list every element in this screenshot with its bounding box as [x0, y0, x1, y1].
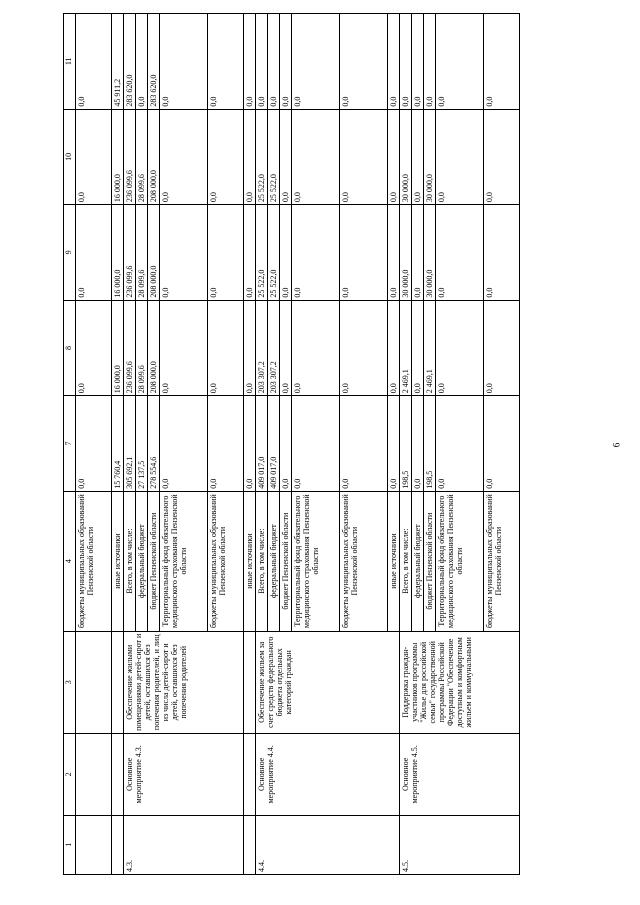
amount-cell: 409 017,0	[256, 396, 268, 492]
amount-cell: 30 000,0	[400, 109, 412, 205]
amount-cell: 0,0	[208, 205, 244, 301]
amount-cell: 27 137,5	[136, 396, 148, 492]
funding-source: Всего, в том числе:	[124, 491, 136, 631]
amount-cell: 25 522,0	[268, 109, 280, 205]
funding-source: Территориальный фонд обязательного медицинского страхования Пензенской области	[160, 491, 208, 631]
amount-cell: 28 099,6	[136, 205, 148, 301]
amount-cell: 0,0	[268, 14, 280, 110]
funding-source: Всего, в том числе:	[256, 491, 268, 631]
amount-cell: 0,0	[292, 14, 340, 110]
amount-cell: 0,0	[160, 205, 208, 301]
amount-cell: 208 000,0	[148, 300, 160, 396]
event-name: Основное мероприятие 4.5.	[400, 734, 520, 816]
table-row	[124, 14, 136, 875]
amount-cell: 0,0	[412, 14, 424, 110]
amount-cell: 0,0	[160, 109, 208, 205]
amount-cell: 0,0	[280, 14, 292, 110]
col-header: 10	[64, 109, 76, 205]
amount-cell: 0,0	[208, 300, 244, 396]
page-number: 6	[611, 442, 622, 448]
amount-cell: 0,0	[484, 396, 520, 492]
amount-cell: 0,0	[256, 14, 268, 110]
amount-cell: 0,0	[280, 109, 292, 205]
amount-cell: 0,0	[436, 109, 484, 205]
amount-cell: 0,0	[412, 205, 424, 301]
amount-cell: 0,0	[160, 396, 208, 492]
funding-source: Всего, в том числе:	[400, 491, 412, 631]
event-name: Основное мероприятие 4.4.	[256, 734, 400, 816]
amount-cell: 0,0	[412, 396, 424, 492]
rotated-table-container	[63, 13, 623, 875]
col-header: 2	[64, 734, 76, 816]
row-number	[244, 815, 256, 874]
row-number	[76, 815, 112, 874]
amount-cell: 0,0	[436, 14, 484, 110]
funding-source: бюджет Пензенской области	[148, 491, 160, 631]
amount-cell: 2 469,1	[400, 300, 412, 396]
col-header: 7	[64, 396, 76, 492]
amount-cell: 198,5	[400, 396, 412, 492]
amount-cell: 16 000,0	[112, 109, 124, 205]
col-header: 4	[64, 491, 76, 631]
amount-cell: 0,0	[340, 109, 388, 205]
col-header: 8	[64, 300, 76, 396]
amount-cell: 25 522,0	[256, 109, 268, 205]
amount-cell: 0,0	[388, 109, 400, 205]
amount-cell: 25 522,0	[256, 205, 268, 301]
amount-cell: 0,0	[388, 300, 400, 396]
funding-source: бюджеты муниципальных образований Пензенской области	[76, 491, 112, 631]
amount-cell: 30 000,0	[424, 109, 436, 205]
amount-cell: 0,0	[76, 300, 112, 396]
funding-source: Территориальный фонд обязательного медицинского страхования Пензенской области	[292, 491, 340, 631]
funding-source: бюджет Пензенской области	[424, 491, 436, 631]
event-description	[76, 631, 112, 734]
amount-cell: 0,0	[208, 14, 244, 110]
funding-source: федеральный бюджет	[412, 491, 424, 631]
col-header: 9	[64, 205, 76, 301]
amount-cell: 203 307,2	[256, 300, 268, 396]
table-row	[256, 14, 268, 875]
amount-cell: 2 469,1	[424, 300, 436, 396]
event-description: Поддержка граждан-участников программы "Жилье для российской семьи" государственной программы Российской Федерации "Обеспечение доступным и комфортным жильем и коммунальными	[400, 631, 520, 734]
amount-cell: 0,0	[436, 205, 484, 301]
amount-cell: 0,0	[424, 14, 436, 110]
amount-cell: 0,0	[244, 109, 256, 205]
event-name	[76, 734, 112, 816]
amount-cell: 0,0	[76, 14, 112, 110]
event-description	[244, 631, 256, 734]
funding-source: федеральный бюджет	[136, 491, 148, 631]
amount-cell: 0,0	[412, 300, 424, 396]
event-description	[112, 631, 124, 734]
budget-table	[63, 13, 520, 875]
amount-cell: 0,0	[484, 109, 520, 205]
amount-cell: 28 099,6	[136, 300, 148, 396]
amount-cell: 0,0	[244, 396, 256, 492]
amount-cell: 0,0	[400, 14, 412, 110]
amount-cell: 30 000,0	[400, 205, 412, 301]
amount-cell: 0,0	[484, 300, 520, 396]
amount-cell: 15 760,4	[112, 396, 124, 492]
amount-cell: 0,0	[340, 14, 388, 110]
amount-cell: 0,0	[388, 14, 400, 110]
row-number	[112, 815, 124, 874]
amount-cell: 0,0	[76, 205, 112, 301]
amount-cell: 0,0	[244, 14, 256, 110]
table-row	[76, 14, 112, 875]
amount-cell: 16 000,0	[112, 300, 124, 396]
amount-cell: 0,0	[388, 396, 400, 492]
table-row	[244, 14, 256, 875]
funding-source: бюджеты муниципальных образований Пензенской области	[208, 491, 244, 631]
table-row	[400, 14, 412, 875]
col-header: 11	[64, 14, 76, 110]
amount-cell: 198,5	[424, 396, 436, 492]
amount-cell: 45 911,2	[112, 14, 124, 110]
amount-cell: 0,0	[76, 396, 112, 492]
amount-cell: 0,0	[208, 109, 244, 205]
amount-cell: 0,0	[136, 14, 148, 110]
amount-cell: 0,0	[292, 300, 340, 396]
amount-cell: 0,0	[436, 396, 484, 492]
amount-cell: 0,0	[160, 14, 208, 110]
event-name	[112, 734, 124, 816]
col-header: 1	[64, 815, 76, 874]
row-number: 4.4.	[256, 815, 400, 874]
amount-cell: 0,0	[280, 300, 292, 396]
event-description: Обеспечение жильем за счет средств федерального бюджета отдельных категорий граждан	[256, 631, 400, 734]
amount-cell: 278 554,6	[148, 396, 160, 492]
amount-cell: 0,0	[208, 396, 244, 492]
row-number: 4.5.	[400, 815, 520, 874]
amount-cell: 203 307,2	[268, 300, 280, 396]
row-number: 4.3.	[124, 815, 244, 874]
amount-cell: 0,0	[388, 205, 400, 301]
amount-cell: 0,0	[340, 396, 388, 492]
amount-cell: 25 522,0	[268, 205, 280, 301]
amount-cell: 305 692,1	[124, 396, 136, 492]
funding-source: бюджет Пензенской области	[280, 491, 292, 631]
amount-cell: 283 620,0	[148, 14, 160, 110]
amount-cell: 0,0	[436, 300, 484, 396]
amount-cell: 0,0	[292, 396, 340, 492]
amount-cell: 0,0	[340, 205, 388, 301]
amount-cell: 236 099,6	[124, 300, 136, 396]
header-row	[64, 14, 76, 875]
event-name: Основное мероприятие 4.3.	[124, 734, 244, 816]
amount-cell: 208 000,0	[148, 205, 160, 301]
event-description: Обеспечение жилыми помещениями детей-сирот и детей, оставшихся без попечения родителей, и лиц из числа детей-сирот и детей, оставшихся без попечения родителей	[124, 631, 244, 734]
amount-cell: 0,0	[244, 205, 256, 301]
amount-cell: 0,0	[484, 14, 520, 110]
amount-cell: 0,0	[160, 300, 208, 396]
amount-cell: 0,0	[280, 396, 292, 492]
amount-cell: 0,0	[340, 300, 388, 396]
funding-source: бюджеты муниципальных образований Пензенской области	[484, 491, 520, 631]
amount-cell: 0,0	[484, 205, 520, 301]
amount-cell: 0,0	[292, 109, 340, 205]
amount-cell: 28 099,6	[136, 109, 148, 205]
funding-source: Территориальный фонд обязательного медицинского страхования Пензенской области	[436, 491, 484, 631]
event-name	[244, 734, 256, 816]
table-row	[112, 14, 124, 875]
amount-cell: 409 017,0	[268, 396, 280, 492]
funding-source: бюджеты муниципальных образований Пензенской области	[340, 491, 388, 631]
amount-cell: 30 000,0	[424, 205, 436, 301]
funding-source: иные источники	[244, 491, 256, 631]
col-header: 3	[64, 631, 76, 734]
amount-cell: 283 620,0	[124, 14, 136, 110]
amount-cell: 0,0	[292, 205, 340, 301]
amount-cell: 208 000,0	[148, 109, 160, 205]
amount-cell: 236 099,6	[124, 109, 136, 205]
funding-source: федеральный бюджет	[268, 491, 280, 631]
amount-cell: 236 099,6	[124, 205, 136, 301]
amount-cell: 16 000,0	[112, 205, 124, 301]
funding-source: иные источники	[112, 491, 124, 631]
funding-source: иные источники	[388, 491, 400, 631]
amount-cell: 0,0	[76, 109, 112, 205]
amount-cell: 0,0	[244, 300, 256, 396]
amount-cell: 0,0	[280, 205, 292, 301]
amount-cell: 0,0	[412, 109, 424, 205]
